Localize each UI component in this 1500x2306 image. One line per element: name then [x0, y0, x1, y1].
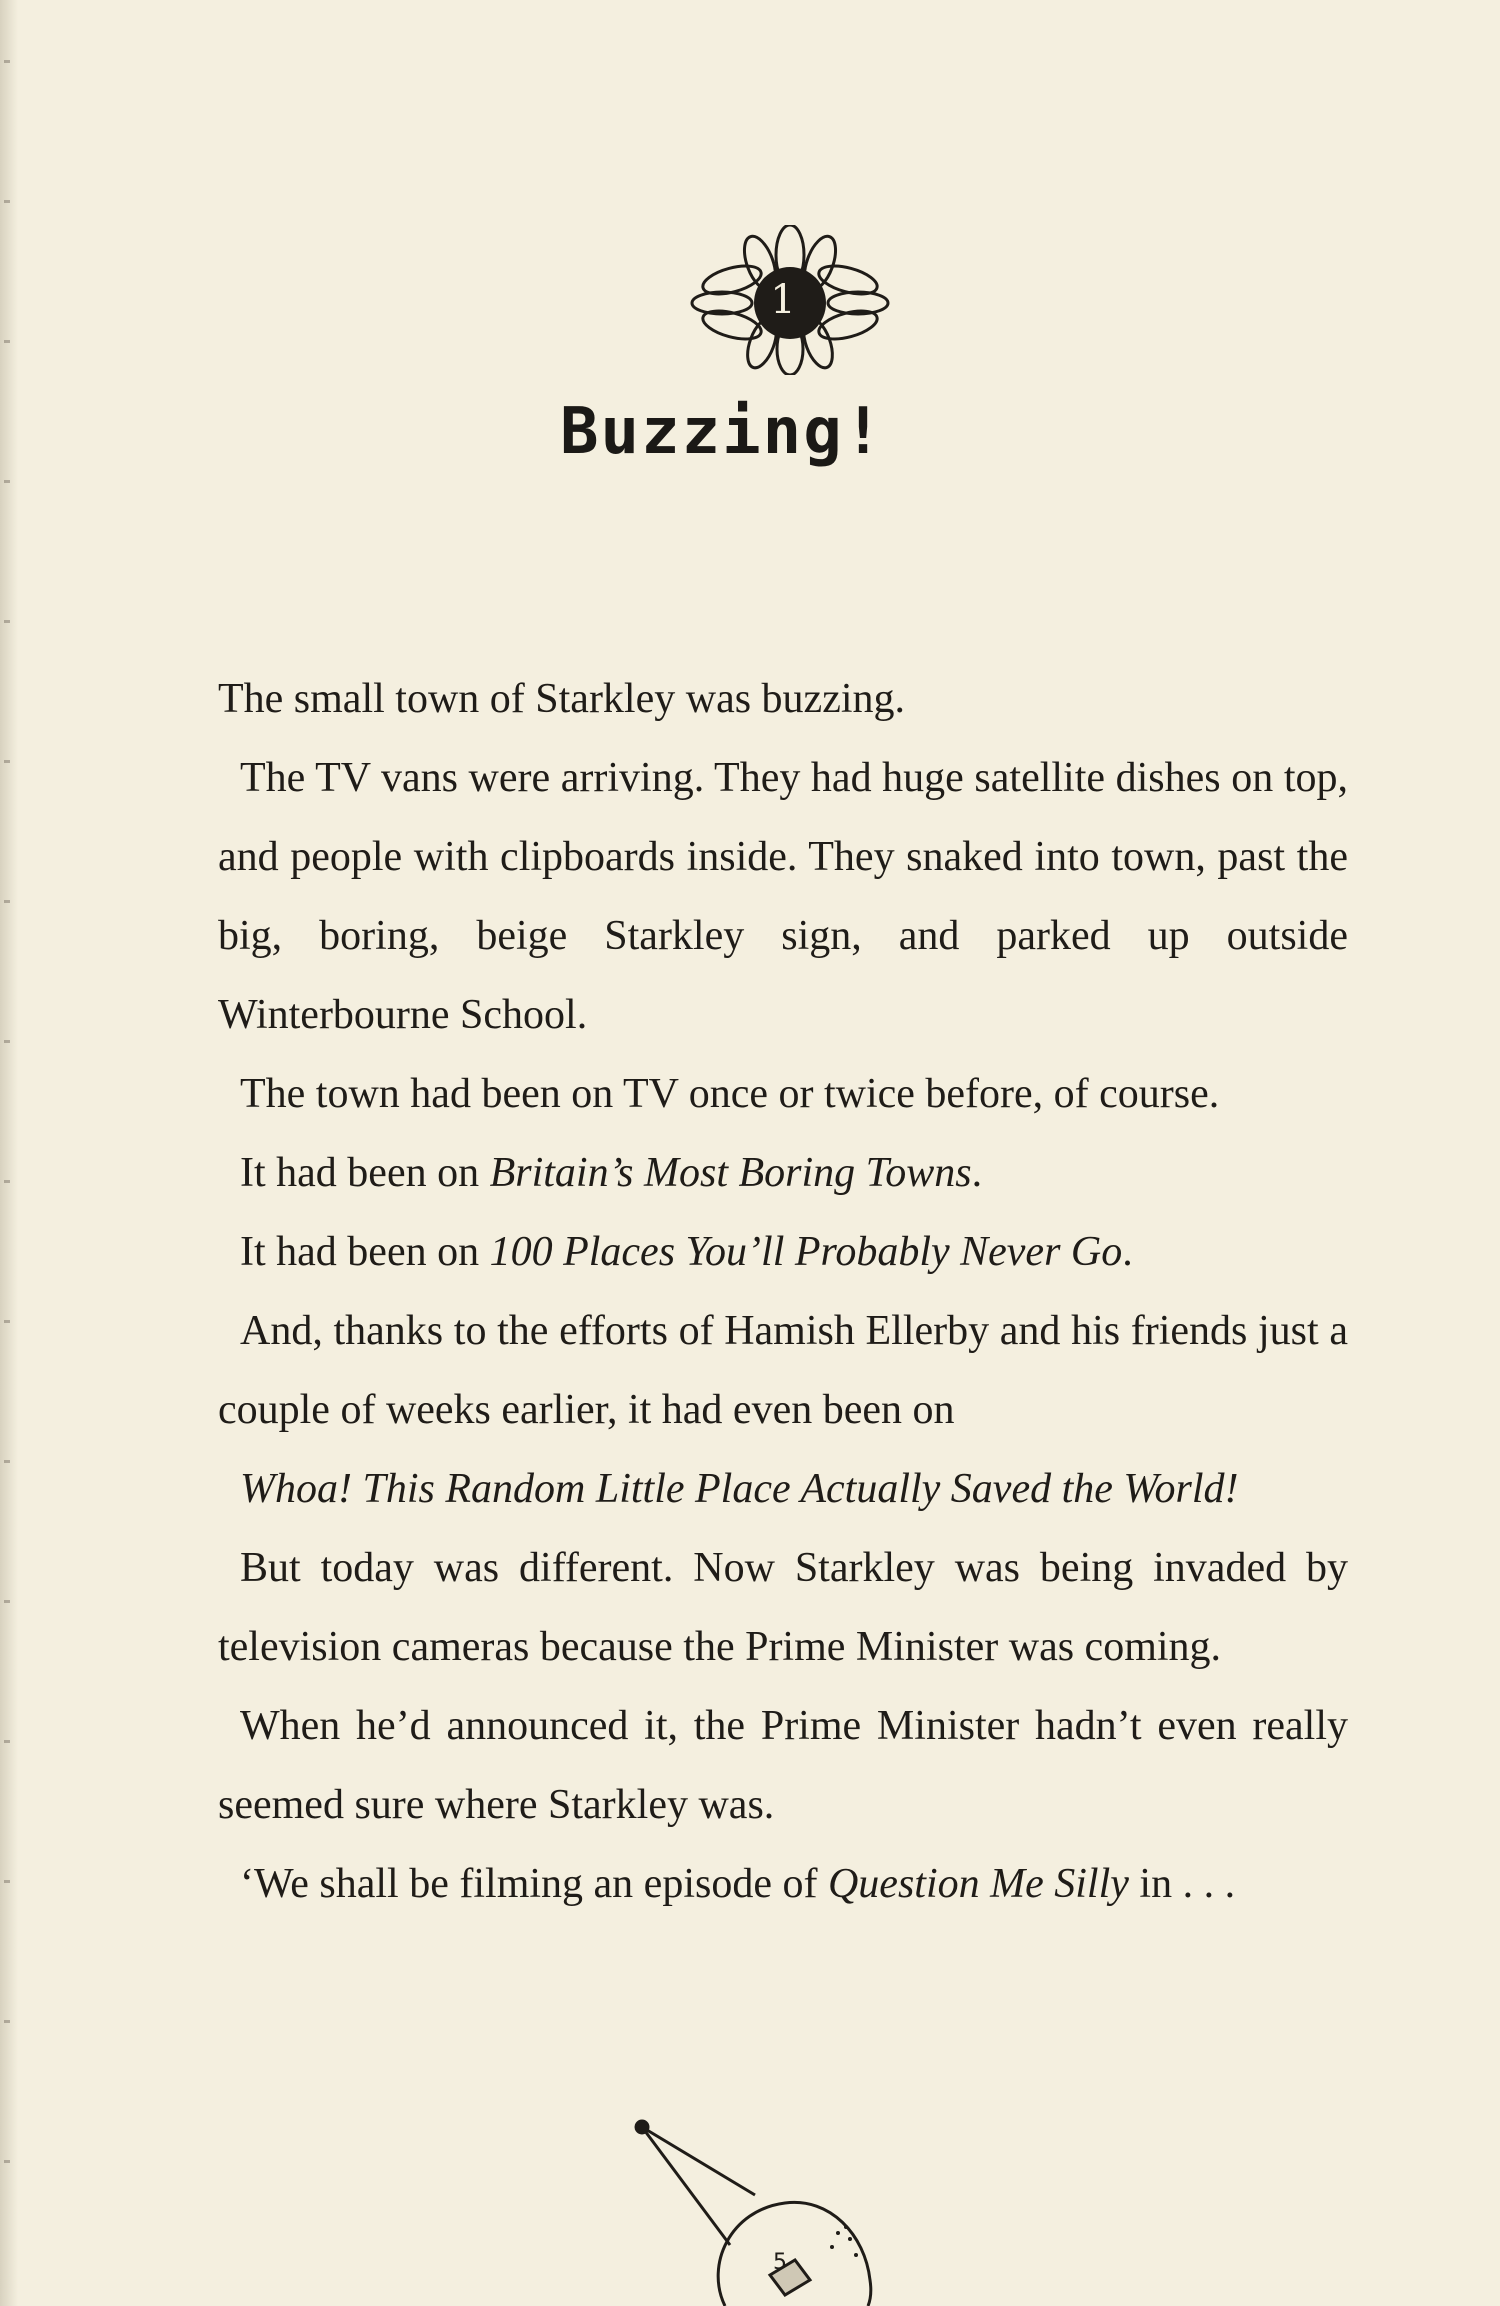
chapter-number: 1 — [770, 277, 796, 323]
paragraph: The small town of Starkley was buzzing. — [218, 676, 906, 722]
chapter-title: Buzzing! — [560, 395, 885, 469]
paragraph: But today was different. Now Starkley was being invaded by television cameras because the Prime Minister was coming. — [218, 1545, 1348, 1670]
paragraph: When he’d announced it, the Prime Minister hadn’t even really seemed sure where Starkley was. — [218, 1703, 1348, 1828]
body-text — [218, 660, 1348, 1924]
paragraph: It had been on Britain’s Most Boring Towns. — [240, 1150, 983, 1196]
paragraph: The TV vans were arriving. They had huge satellite dishes on top, and people with clipboards inside. They snaked into town, past the big, boring, beige Starkley sign, and parked up outside Winterbourne School. — [218, 755, 1348, 1038]
paragraph: It had been on 100 Places You’ll Probably Never Go. — [240, 1229, 1133, 1275]
binding-marks — [4, 60, 10, 2260]
page-number: 5 — [773, 2250, 787, 2275]
paragraph: ‘We shall be filming an episode of Question Me Silly in . . . — [240, 1861, 1236, 1907]
paragraph: And, thanks to the efforts of Hamish Ellerby and his friends just a couple of weeks earlier, it had even been on Whoa! This Random Little Place Actually Saved the World! — [218, 1308, 1348, 1512]
satellite-dish-icon — [620, 2115, 920, 2306]
paragraph: The town had been on TV once or twice before, of course. — [240, 1071, 1220, 1117]
